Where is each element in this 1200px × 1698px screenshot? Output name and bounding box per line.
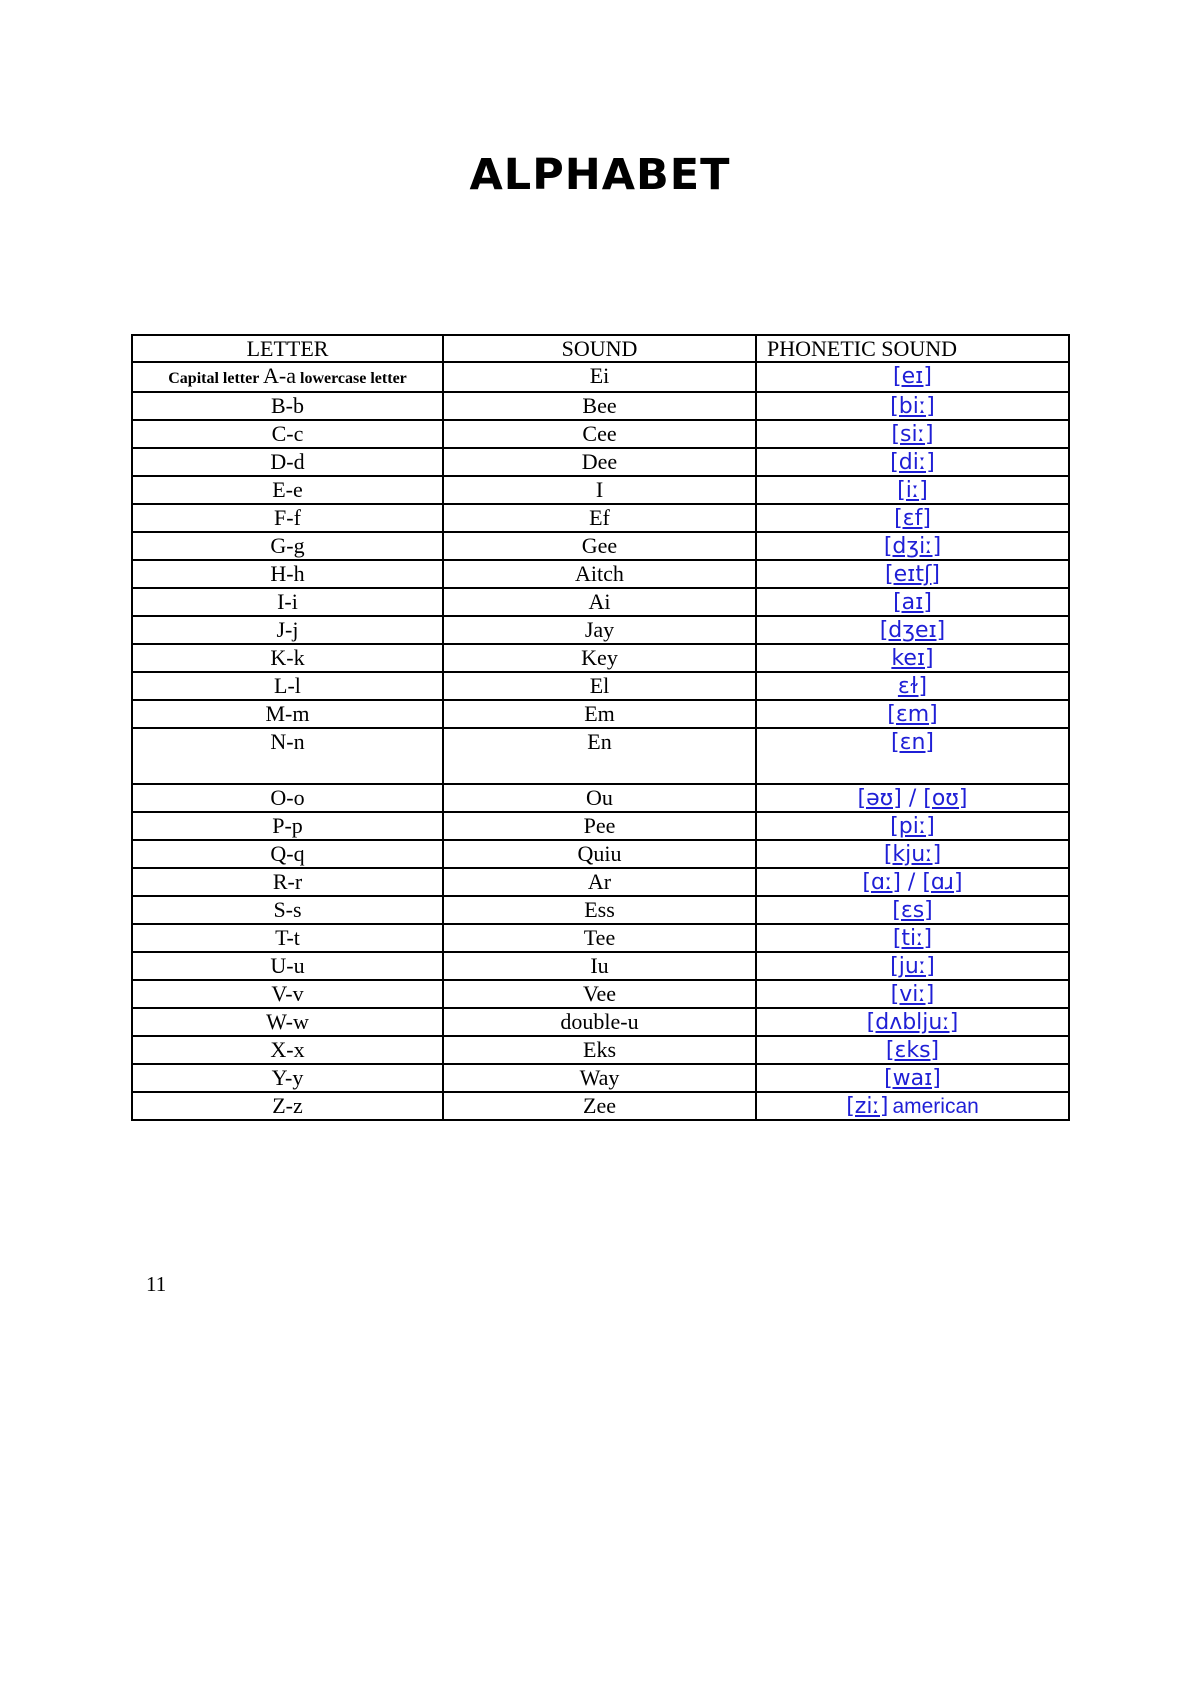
lowercase-letter-label: lowercase letter [300,370,407,387]
phonetic-link[interactable]: [iː] [897,478,928,503]
phonetic-cell [756,1064,1069,1092]
table-row [132,504,1069,532]
table-row [132,896,1069,924]
letter-cell: R-r [132,868,443,896]
letter-cell: M-m [132,700,443,728]
phonetic-link[interactable]: [kjuː] [883,842,942,867]
sound-cell: Zee [443,1092,756,1120]
phonetic-link[interactable]: [dʒeɪ] [879,618,946,643]
table-row [132,420,1069,448]
sound-cell: Iu [443,952,756,980]
phonetic-cell [756,448,1069,476]
table-row [132,672,1069,700]
sound-cell: Vee [443,980,756,1008]
phonetic-link[interactable]: [eɪ] [893,364,932,389]
sound-cell: Ei [443,362,756,392]
phonetic-link[interactable]: [ziː] american [846,1094,979,1119]
sound-cell: Key [443,644,756,672]
phonetic-link[interactable]: [biː] [890,394,935,419]
sound-cell: Way [443,1064,756,1092]
sound-cell: Bee [443,392,756,420]
phonetic-link[interactable]: [ɛks] [885,1038,940,1063]
phonetic-cell [756,1008,1069,1036]
phonetic-link[interactable]: [dʒiː] [883,534,942,559]
phonetic-note: american [892,1095,979,1118]
page-number: 11 [146,1272,167,1296]
letter-cell: N-n [132,728,443,784]
table-row [132,924,1069,952]
phonetic-link[interactable]: [ɛm] [887,702,938,727]
sound-cell: El [443,672,756,700]
letter-cell: H-h [132,560,443,588]
table-row [132,560,1069,588]
phonetic-cell [756,420,1069,448]
phonetic-cell [756,784,1069,812]
phonetic-cell [756,362,1069,392]
letter-cell: O-o [132,784,443,812]
letter-cell: K-k [132,644,443,672]
phonetic-cell [756,504,1069,532]
phonetic-cell [756,728,1069,784]
table-row [132,980,1069,1008]
letter-cell: X-x [132,1036,443,1064]
table-row [132,448,1069,476]
sound-cell: Quiu [443,840,756,868]
capital-letter-label: Capital letter [168,370,260,387]
sound-cell: Pee [443,812,756,840]
table-row [132,392,1069,420]
letter-pair: A-a [263,363,297,388]
sound-cell: Ai [443,588,756,616]
sound-cell: Ef [443,504,756,532]
table-row [132,840,1069,868]
table-row [132,476,1069,504]
phonetic-link[interactable]: ɛɫ] [897,674,928,699]
table-row [132,588,1069,616]
table-row [132,728,1069,784]
table-header-row [132,335,1069,362]
phonetic-link[interactable]: [eɪtʃ] [885,562,940,587]
letter-cell: J-j [132,616,443,644]
sound-cell: Ou [443,784,756,812]
phonetic-cell [756,868,1069,896]
letter-cell: C-c [132,420,443,448]
phonetic-link[interactable]: [diː] [890,450,935,475]
letter-cell: Z-z [132,1092,443,1120]
phonetic-link[interactable]: [viː] [890,982,935,1007]
phonetic-cell [756,588,1069,616]
header-sound: SOUND [443,335,756,362]
letter-cell: L-l [132,672,443,700]
letter-cell: E-e [132,476,443,504]
letter-cell: U-u [132,952,443,980]
sound-cell: Aitch [443,560,756,588]
phonetic-link[interactable]: [dʌbljuː] [866,1010,959,1035]
page-title: ALPHABET [469,150,731,200]
sound-cell: Gee [443,532,756,560]
sound-cell: Jay [443,616,756,644]
phonetic-cell [756,980,1069,1008]
phonetic-cell [756,644,1069,672]
phonetic-cell [756,924,1069,952]
sound-cell: Eks [443,1036,756,1064]
sound-cell: Em [443,700,756,728]
table-row [132,812,1069,840]
phonetic-cell [756,896,1069,924]
phonetic-separator: / [900,870,923,895]
letter-cell: G-g [132,532,443,560]
phonetic-cell [756,840,1069,868]
table-row [132,1036,1069,1064]
phonetic-link[interactable]: [juː] [890,954,935,979]
phonetic-link[interactable]: [ɛs] [892,898,933,923]
phonetic-link[interactable]: [ɛf] [894,506,931,531]
sound-cell: double-u [443,1008,756,1036]
table-row [132,532,1069,560]
phonetic-alt: [ɑɹ] [922,870,963,895]
letter-cell [132,362,443,392]
table-row [132,362,1069,392]
table-row [132,616,1069,644]
letter-cell: Q-q [132,840,443,868]
phonetic-link[interactable]: [tiː] [892,926,933,951]
table-row [132,784,1069,812]
table-row [132,644,1069,672]
phonetic-cell [756,476,1069,504]
phonetic-link[interactable]: [waɪ] [884,1066,941,1091]
letter-cell: V-v [132,980,443,1008]
letter-cell: Y-y [132,1064,443,1092]
header-letter: LETTER [132,335,443,362]
sound-cell: Cee [443,420,756,448]
phonetic-cell [756,812,1069,840]
table-row [132,952,1069,980]
alphabet-table [131,334,1070,1121]
letter-cell: T-t [132,924,443,952]
table-row [132,700,1069,728]
sound-cell: Ess [443,896,756,924]
phonetic-cell [756,532,1069,560]
header-phonetic-sound: PHONETIC SOUND [756,335,1069,362]
letter-cell: S-s [132,896,443,924]
phonetic-link[interactable]: [ɛn] [890,730,934,755]
table-row [132,1064,1069,1092]
phonetic-cell [756,392,1069,420]
phonetic-cell [756,700,1069,728]
phonetic-separator: / [901,786,924,811]
letter-cell: B-b [132,392,443,420]
letter-cell: I-i [132,588,443,616]
sound-cell: Dee [443,448,756,476]
phonetic-alt: [oʊ] [923,786,968,811]
phonetic-link[interactable]: [əʊ] / [oʊ] [857,786,968,811]
phonetic-cell [756,1092,1069,1120]
phonetic-link[interactable]: [aɪ] [893,590,932,615]
phonetic-cell [756,952,1069,980]
phonetic-cell [756,616,1069,644]
letter-cell: W-w [132,1008,443,1036]
phonetic-link[interactable]: [siː] [891,422,934,447]
letter-cell: F-f [132,504,443,532]
sound-cell: I [443,476,756,504]
phonetic-cell [756,560,1069,588]
phonetic-link[interactable]: [piː] [890,814,935,839]
table-row [132,1008,1069,1036]
sound-cell: Ar [443,868,756,896]
phonetic-cell [756,1036,1069,1064]
sound-cell: En [443,728,756,784]
table-row [132,868,1069,896]
phonetic-cell [756,672,1069,700]
letter-cell: P-p [132,812,443,840]
phonetic-link[interactable]: [ɑː] / [ɑɹ] [862,870,963,895]
sound-cell: Tee [443,924,756,952]
table-row [132,1092,1069,1120]
phonetic-link[interactable]: keɪ] [891,646,934,671]
letter-cell: D-d [132,448,443,476]
